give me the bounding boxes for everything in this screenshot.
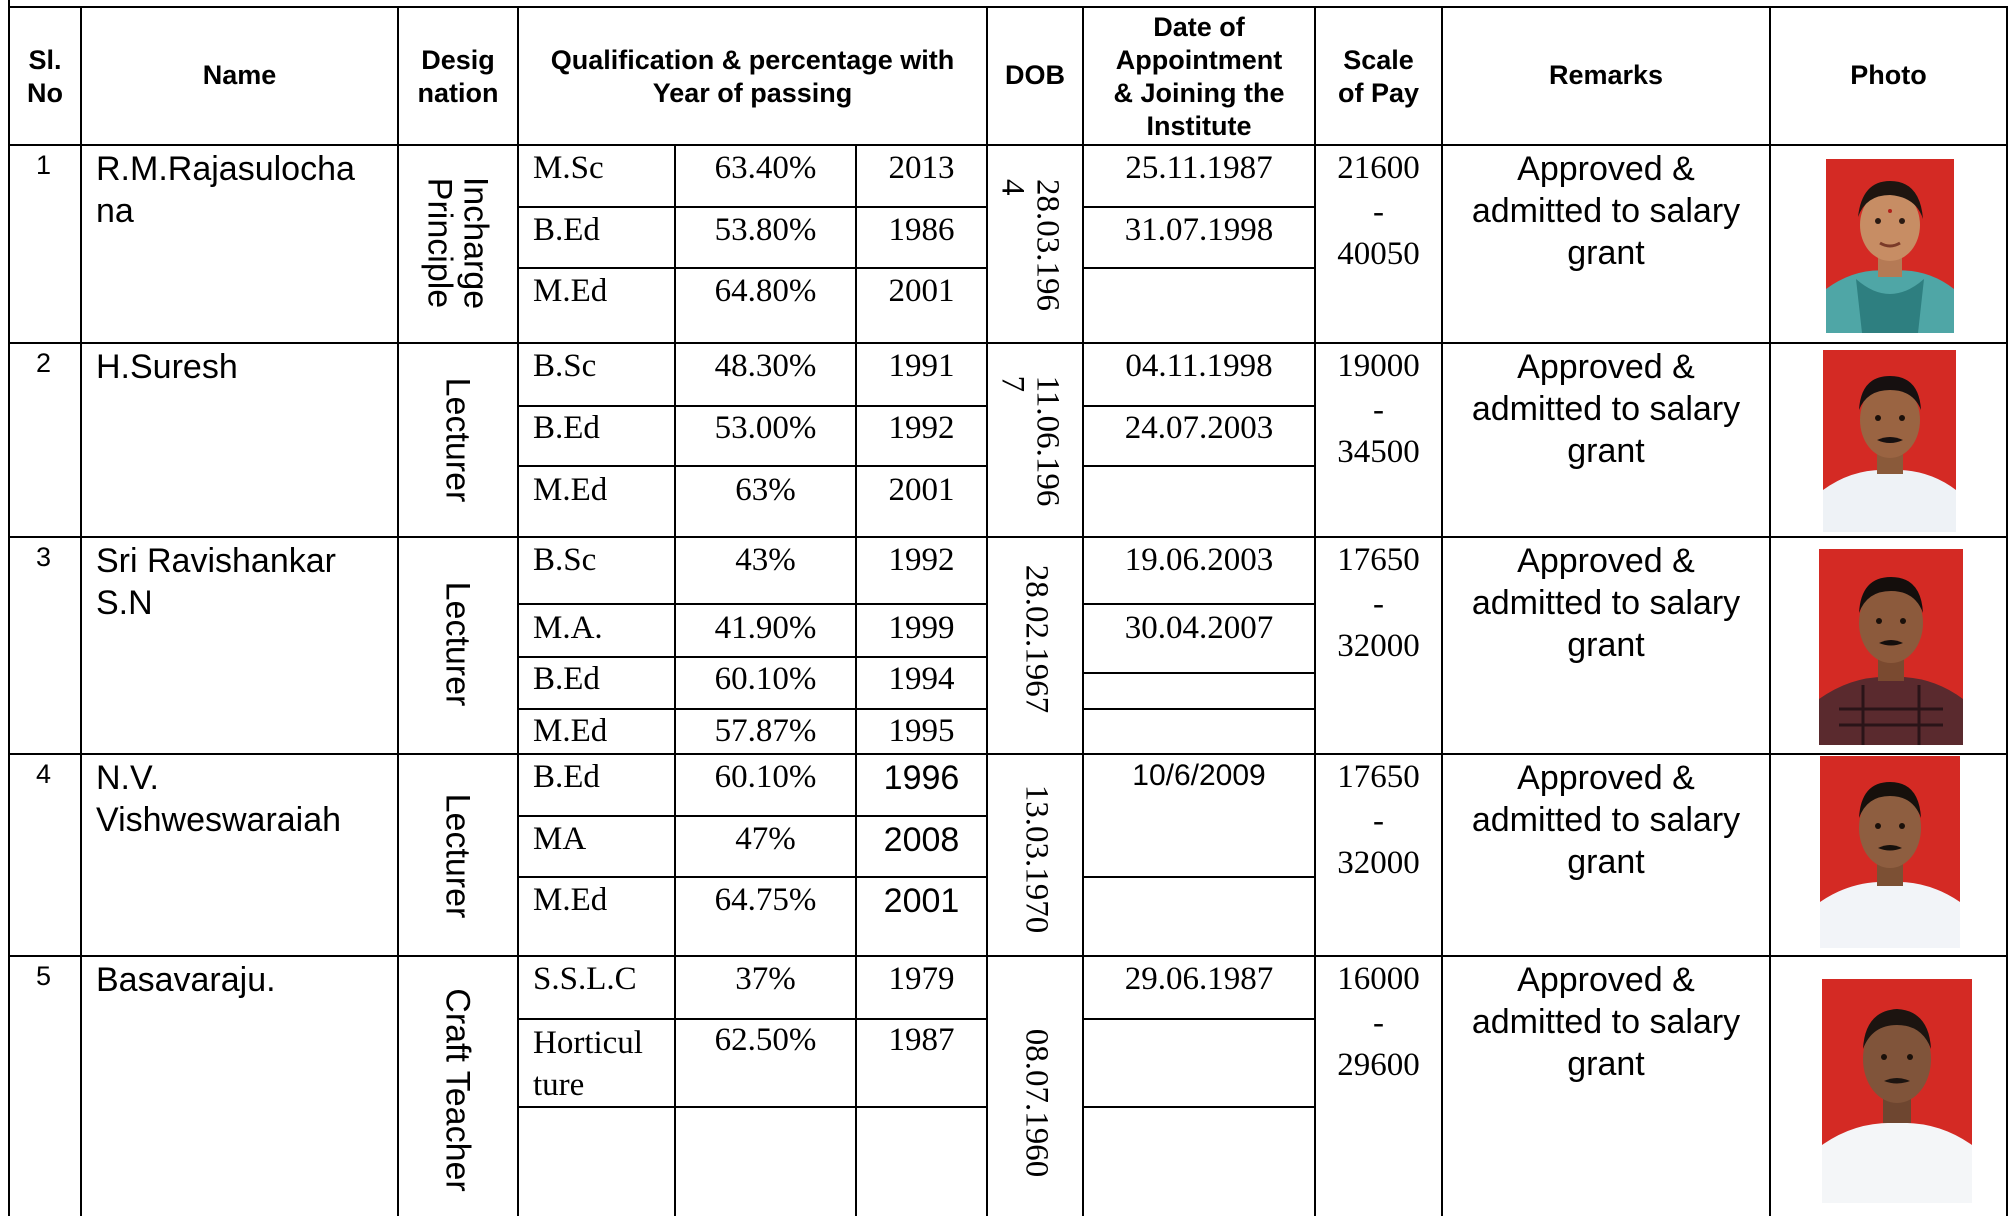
column-divider <box>1769 7 1771 1216</box>
qual-degree: B.Ed <box>533 759 600 795</box>
subrow-divider <box>1082 465 1316 467</box>
header-qualification-1: Qualification & percentage with <box>550 45 955 75</box>
remarks-line: grant <box>1567 626 1645 664</box>
row-divider <box>8 955 2008 957</box>
scale-of-pay: 32000 <box>1337 845 1420 881</box>
qual-degree: MA <box>533 821 587 857</box>
qual-percentage: 41.90% <box>714 610 817 646</box>
qual-percentage: 63.40% <box>714 150 817 186</box>
row-name-line: Basavaraju. <box>96 961 276 999</box>
header-designation-1: Desig <box>421 45 495 75</box>
row-dob: 08.07.1960 <box>1018 1028 1055 1178</box>
qual-percentage: 43% <box>735 542 796 578</box>
row-name-line: S.N <box>96 584 153 622</box>
scale-of-pay: - <box>1373 392 1384 428</box>
qual-year: 1995 <box>888 713 955 749</box>
header-appointment-2: Appointment <box>1115 45 1283 75</box>
qual-year: 2013 <box>888 150 955 186</box>
row-designation: Incharge Principle <box>421 176 495 310</box>
qual-year: 1992 <box>888 542 955 578</box>
remarks-line: Approved & <box>1517 348 1695 386</box>
qual-degree: M.Ed <box>533 472 608 508</box>
row-dob: 28.03.196 4 <box>995 179 1066 311</box>
scale-of-pay: - <box>1373 1005 1384 1041</box>
scale-of-pay: 17650 <box>1337 759 1420 795</box>
table-border <box>8 6 2008 8</box>
row-name-line: H.Suresh <box>96 348 238 386</box>
staff-photo <box>1823 350 1956 532</box>
scale-of-pay: 29600 <box>1337 1047 1420 1083</box>
qual-percentage: 48.30% <box>714 348 817 384</box>
portrait-woman <box>1826 159 1954 333</box>
header-scale-1: Scale <box>1343 45 1414 75</box>
staff-photo <box>1822 979 1972 1203</box>
header-designation-2: nation <box>417 78 499 108</box>
row-sl-no: 4 <box>36 759 52 789</box>
qual-year: 1992 <box>888 410 955 446</box>
appointment-date: 04.11.1998 <box>1125 348 1273 384</box>
subrow-divider <box>517 708 988 710</box>
staff-photo <box>1826 159 1954 333</box>
qual-degree: B.Sc <box>533 348 597 384</box>
scale-of-pay: 19000 <box>1337 348 1420 384</box>
row-name-line: N.V. <box>96 759 160 797</box>
qual-percentage: 47% <box>735 821 796 857</box>
row-designation: Lecturer <box>438 377 477 503</box>
qual-year: 2001 <box>888 273 955 309</box>
qual-percentage: 62.50% <box>714 1022 817 1058</box>
portrait-man <box>1823 350 1956 532</box>
remarks-line: Approved & <box>1517 542 1695 580</box>
subrow-divider <box>1082 876 1316 878</box>
appointment-date: 29.06.1987 <box>1124 961 1274 997</box>
qual-percentage: 63% <box>735 472 796 508</box>
header-scale-2: of Pay <box>1337 78 1420 108</box>
column-divider <box>986 7 988 1216</box>
subrow-divider <box>1082 405 1316 407</box>
qual-percentage: 53.00% <box>714 410 817 446</box>
row-divider <box>8 753 2008 755</box>
header-photo: Photo <box>1850 60 1927 90</box>
qual-degree: B.Ed <box>533 212 600 248</box>
qual-year: 1979 <box>888 961 955 997</box>
row-sl-no: 1 <box>36 150 52 180</box>
row-sl-no: 2 <box>36 348 52 378</box>
remarks-line: grant <box>1567 843 1645 881</box>
subrow-divider <box>1082 708 1316 710</box>
row-name-line: R.M.Rajasulocha <box>96 150 355 188</box>
qual-degree: B.Sc <box>533 542 597 578</box>
row-name-line: na <box>96 192 134 230</box>
row-sl-no: 5 <box>36 961 52 991</box>
column-divider <box>80 7 82 1216</box>
qual-percentage: 60.10% <box>714 759 817 795</box>
remarks-line: admitted to salary <box>1471 1003 1741 1041</box>
table-border <box>8 0 10 1216</box>
qual-year: 1996 <box>883 759 960 797</box>
row-designation: Craft Teacher <box>438 988 477 1192</box>
portrait-man <box>1822 979 1972 1203</box>
portrait-man <box>1820 756 1960 948</box>
row-divider <box>8 536 2008 538</box>
qual-degree: M.Sc <box>533 150 604 186</box>
subrow-divider <box>1082 1018 1316 1020</box>
header-divider <box>8 144 2008 146</box>
scale-of-pay: - <box>1373 586 1384 622</box>
remarks-line: grant <box>1567 432 1645 470</box>
appointment-date: 19.06.2003 <box>1124 542 1274 578</box>
row-sl-no: 3 <box>36 542 52 572</box>
header-sl-no-1: Sl. <box>28 45 62 75</box>
qual-degree: B.Ed <box>533 410 600 446</box>
qual-degree: M.Ed <box>533 273 608 309</box>
subrow-divider <box>517 465 988 467</box>
row-dob: 28.02.1967 <box>1018 564 1055 714</box>
qual-degree: M.Ed <box>533 882 608 918</box>
appointment-date: 31.07.1998 <box>1124 212 1274 248</box>
header-appointment-4: Institute <box>1146 111 1252 141</box>
subrow-divider <box>1082 672 1316 674</box>
appointment-date: 10/6/2009 <box>1132 759 1266 792</box>
row-dob: 13.03.1970 <box>1018 784 1055 934</box>
row-name-line: Sri Ravishankar <box>96 542 336 580</box>
remarks-line: grant <box>1567 234 1645 272</box>
subrow-divider <box>1082 603 1316 605</box>
qual-degree: B.Ed <box>533 661 600 697</box>
subrow-divider <box>517 815 988 817</box>
qual-degree: S.S.L.C <box>533 961 637 997</box>
qual-year: 2008 <box>883 821 960 859</box>
staff-photo <box>1819 549 1963 745</box>
column-divider <box>397 7 399 1216</box>
remarks-line: admitted to salary <box>1471 584 1741 622</box>
subrow-divider <box>1082 267 1316 269</box>
column-divider <box>517 7 519 1216</box>
subrow-divider <box>517 405 988 407</box>
staff-photo <box>1820 756 1960 948</box>
qual-percentage: 64.75% <box>714 882 817 918</box>
appointment-date: 24.07.2003 <box>1124 410 1274 446</box>
header-name: Name <box>202 60 277 90</box>
subrow-divider <box>517 656 988 658</box>
scale-of-pay: 17650 <box>1337 542 1420 578</box>
row-name-line: Vishweswaraiah <box>96 801 342 839</box>
header-dob: DOB <box>1005 60 1065 90</box>
header-appointment-1: Date of <box>1153 12 1245 42</box>
qual-degree: M.Ed <box>533 713 608 749</box>
header-sl-no-2: No <box>27 78 63 108</box>
qual-year: 1994 <box>888 661 955 697</box>
appointment-date: 30.04.2007 <box>1124 610 1274 646</box>
header-appointment-3: & Joining the <box>1113 78 1285 108</box>
row-dob: 11.06.196 7 <box>995 375 1066 507</box>
qual-year: 2001 <box>888 472 955 508</box>
row-divider <box>8 342 2008 344</box>
qual-degree: Horticul ture <box>533 1025 643 1104</box>
remarks-line: Approved & <box>1517 961 1695 999</box>
table-border <box>2006 7 2008 1216</box>
qual-year: 1991 <box>888 348 955 384</box>
qual-year: 1987 <box>888 1022 955 1058</box>
remarks-line: admitted to salary <box>1471 801 1741 839</box>
subrow-divider <box>1082 1106 1316 1108</box>
scale-of-pay: 40050 <box>1337 236 1420 272</box>
scale-of-pay: 16000 <box>1337 961 1420 997</box>
qual-year: 2001 <box>883 882 960 920</box>
header-remarks: Remarks <box>1548 60 1664 90</box>
qual-percentage: 57.87% <box>714 713 817 749</box>
scale-of-pay: 32000 <box>1337 628 1420 664</box>
qual-year: 1999 <box>888 610 955 646</box>
remarks-line: Approved & <box>1517 759 1695 797</box>
scale-of-pay: 21600 <box>1337 150 1420 186</box>
scale-of-pay: - <box>1373 194 1384 230</box>
qual-year: 1986 <box>888 212 955 248</box>
portrait-man <box>1819 549 1963 745</box>
subrow-divider <box>517 603 988 605</box>
subrow-divider <box>517 267 988 269</box>
scale-of-pay: 34500 <box>1337 434 1420 470</box>
remarks-line: grant <box>1567 1045 1645 1083</box>
remarks-line: Approved & <box>1517 150 1695 188</box>
qual-percentage: 37% <box>735 961 796 997</box>
qual-percentage: 60.10% <box>714 661 817 697</box>
subrow-divider <box>517 1018 988 1020</box>
header-qualification-2: Year of passing <box>652 78 853 108</box>
remarks-line: admitted to salary <box>1471 192 1741 230</box>
qual-degree: M.A. <box>533 610 603 646</box>
subrow-divider <box>517 206 988 208</box>
row-designation: Lecturer <box>438 793 477 919</box>
qual-percentage: 64.80% <box>714 273 817 309</box>
appointment-date: 25.11.1987 <box>1125 150 1273 186</box>
qual-percentage: 53.80% <box>714 212 817 248</box>
scale-of-pay: - <box>1373 803 1384 839</box>
row-designation: Lecturer <box>438 581 477 707</box>
remarks-line: admitted to salary <box>1471 390 1741 428</box>
subrow-divider <box>517 876 988 878</box>
subrow-divider <box>1082 206 1316 208</box>
